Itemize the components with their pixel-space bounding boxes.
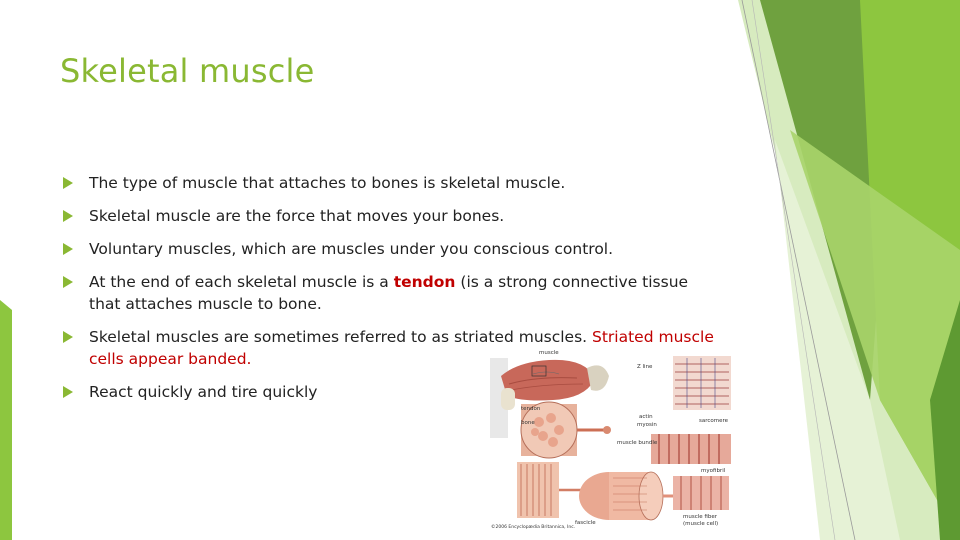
tendon-term: tendon (393, 273, 456, 291)
bullet-item (62, 205, 722, 227)
label-muscle-cell: (muscle cell) (683, 521, 719, 527)
slide-title: Skeletal muscle (60, 52, 315, 90)
bullet-text: The type of muscle that attaches to bones is skeletal muscle. (89, 174, 566, 192)
label-myofibril: myofibril (701, 468, 726, 474)
bullet-item (62, 271, 722, 315)
label-muscle-fiber: muscle fiber (683, 514, 717, 520)
label-fascicle: fascicle (575, 520, 596, 526)
bullet-text: Skeletal muscles are sometimes referred to as striated muscles. (89, 328, 593, 346)
label-muscle-bundle: muscle bundle (617, 440, 658, 446)
label-tendon: tendon (521, 406, 541, 412)
label-actin: actin (639, 414, 653, 420)
label-bone: bone (521, 420, 535, 426)
bullet-text: (is a strong connective tissue that attaches muscle to bone. (89, 273, 689, 313)
green-triangle-bullet-icon (62, 331, 74, 343)
bullet-text: React quickly and tire quickly (89, 383, 318, 401)
bullet-text: Voluntary muscles, which are muscles under you conscious control. (89, 240, 614, 258)
muscle-structure-diagram (487, 348, 733, 532)
bullet-item (62, 172, 722, 194)
green-triangle-bullet-icon (62, 243, 74, 255)
diagram-copyright: ©2006 Encyclopædia Britannica, Inc. (491, 525, 576, 530)
green-triangle-bullet-icon (62, 210, 74, 222)
left-edge-green-strip (0, 300, 12, 540)
striated-emphasis: Striated muscle cells appear banded. (89, 328, 714, 368)
bullet-text: Skeletal muscle are the force that moves your bones. (89, 207, 505, 225)
green-triangle-bullet-icon (62, 276, 74, 288)
label-myosin: myosin (637, 422, 657, 428)
label-muscle: muscle (539, 350, 559, 356)
bullet-text: At the end of each skeletal muscle is a (89, 273, 394, 291)
sarcomere-panel (673, 356, 731, 410)
label-z-line: Z line (637, 364, 653, 370)
bullet-item (62, 238, 722, 260)
label-sarcomere: sarcomere (699, 418, 729, 424)
green-triangle-bullet-icon (62, 177, 74, 189)
green-triangle-bullet-icon (62, 386, 74, 398)
